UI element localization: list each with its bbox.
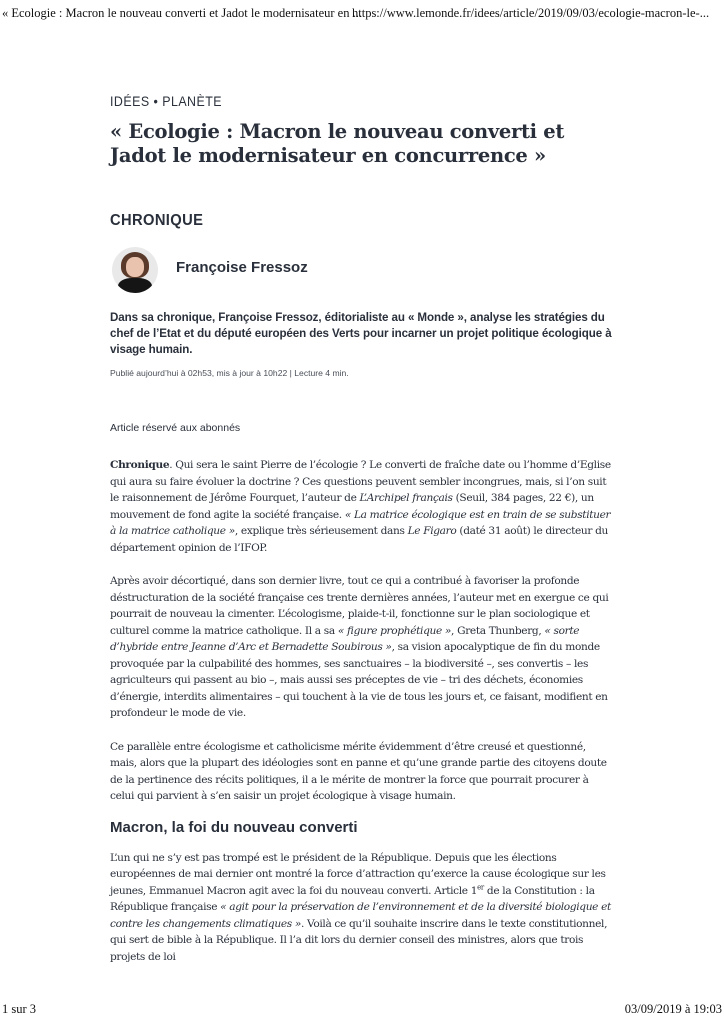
print-header-title: « Ecologie : Macron le nouveau converti et Jadot le modernisateur en ... (2, 6, 362, 20)
quote: « sorte d’hybride entre Jeanne d’Arc et Bernadette Soubirous » (110, 624, 580, 653)
author-avatar-icon[interactable] (112, 247, 158, 293)
paragraph-text: , Greta Thunberg, (451, 624, 545, 637)
article (110, 94, 615, 965)
paragraph-text: , explique très sérieusement dans (234, 525, 408, 537)
superscript: er (477, 882, 484, 891)
paragraph-text: de la Constitution : la République française (110, 884, 595, 913)
publication-meta: Publié aujourd’hui à 02h53, mis à jour à 10h22 | Lecture 4 min. (110, 368, 349, 378)
quote: « agit pour la préservation de l’environnement et de la diversité biologique et contre les changements climatiques » (110, 901, 611, 930)
paragraph-text: L’un qui ne s’y est pas trompé est le président de la République. Depuis que les élections européennes de mai dernier ont montré la force d’attraction qu’exerce la cause écologique sur les jeunes, Emmanuel Macron agit avec la foi du nouveau converti. Article 1 (110, 851, 606, 897)
print-header-url[interactable]: https://www.lemonde.fr/idees/article/2019/09/03/ecologie-macron-le-... (352, 6, 710, 20)
subscriber-note: Article réservé aux abonnés (110, 422, 241, 434)
article-subhead: Macron, la foi du nouveau converti (110, 818, 358, 836)
section-label: CHRONIQUE (110, 212, 204, 229)
paragraph-text: (Seuil, 384 pages, 22 €), un mouvement de fond agite la société française. (110, 492, 594, 521)
article-abstract: Dans sa chronique, Françoise Fressoz, éditorialiste au « Monde », analyse les stratégies du chef de l’Etat et du député européen des Verts pour incarner un projet politique écologique à visage humain. (110, 311, 612, 356)
paragraph-text: Après avoir décortiqué, dans son dernier livre, tout ce qui a contribué à favoriser la profonde déstructuration de la société française ces trente dernières années, l’auteur met en exergue ce qui pourrait de nouveau la cimenter. L’écologisme, plaide-t-il, fonctionne sur le plan sociologique et culturel comme la matrice catholique. Il a sa (110, 575, 609, 637)
author-row (110, 247, 615, 293)
article-headline: « Ecologie : Macron le nouveau converti et Jadot le modernisateur en concurrence » (110, 120, 565, 167)
paragraph-text: , sa vision apocalyptique de fin du monde provoquée par la culpabilité des hommes, ses sanctuaires – la biodiversité –, ses convertis – les agriculteurs qui passent au bio –, mais aussi ses préceptes de vie – tri des déchets, économies d’énergie, interdits alimentaires – qui touchent à la vie de tous les jours et, ce faisant, modifient en profondeur le mode de vie. (110, 641, 608, 719)
paragraph-text: . Qui sera le saint Pierre de l’écologie ? Le converti de fraîche date ou l’homme d’Eglise qui aura su faire évoluer la doctrine ? Ces questions peuvent sembler incongrues, mais, si l’on suit le raisonnement de Jérôme Fourquet, l’auteur de (110, 459, 611, 504)
body-paragraph: Ce parallèle entre écologisme et catholicisme mérite évidemment d’être creusé et questionné, mais, alors que la plupart des idéologies sont en panne et qu’une grande partie des citoyens doute de la pertinence des récits politiques, il a le mérite de montrer la force que pourrait procurer à celui qui parvient à s’en saisir un projet écologique à visage humain. (110, 740, 607, 802)
book-title: L’Archipel français (359, 492, 453, 504)
author-name[interactable]: Françoise Fressoz (176, 258, 308, 276)
body-paragraph (110, 850, 615, 966)
avatar-face (126, 257, 144, 277)
article-rubric[interactable]: IDÉES • PLANÈTE (110, 94, 223, 109)
quote: « figure prophétique » (337, 624, 452, 637)
paragraph-text: (daté 31 août) le directeur du département opinion de l’IFOP. (110, 525, 609, 554)
body-paragraph (110, 573, 615, 722)
avatar-body (118, 278, 152, 293)
paragraph-text: . Voilà ce qu’il souhaite inscrire dans le texte constitutionnel, qui sert de bible à la République. Il l’a dit lors du dernier conseil des ministres, alors que trois projets de loi (110, 917, 608, 963)
body-paragraph (110, 457, 615, 556)
paragraph-lead: Chronique (110, 459, 170, 471)
quote: « La matrice écologique est en train de se substituer à la matrice catholique » (110, 508, 611, 537)
print-datetime: 03/09/2019 à 19:03 (624, 1002, 722, 1016)
page-number: 1 sur 3 (2, 1002, 37, 1016)
newspaper-title: Le Figaro (407, 525, 457, 537)
